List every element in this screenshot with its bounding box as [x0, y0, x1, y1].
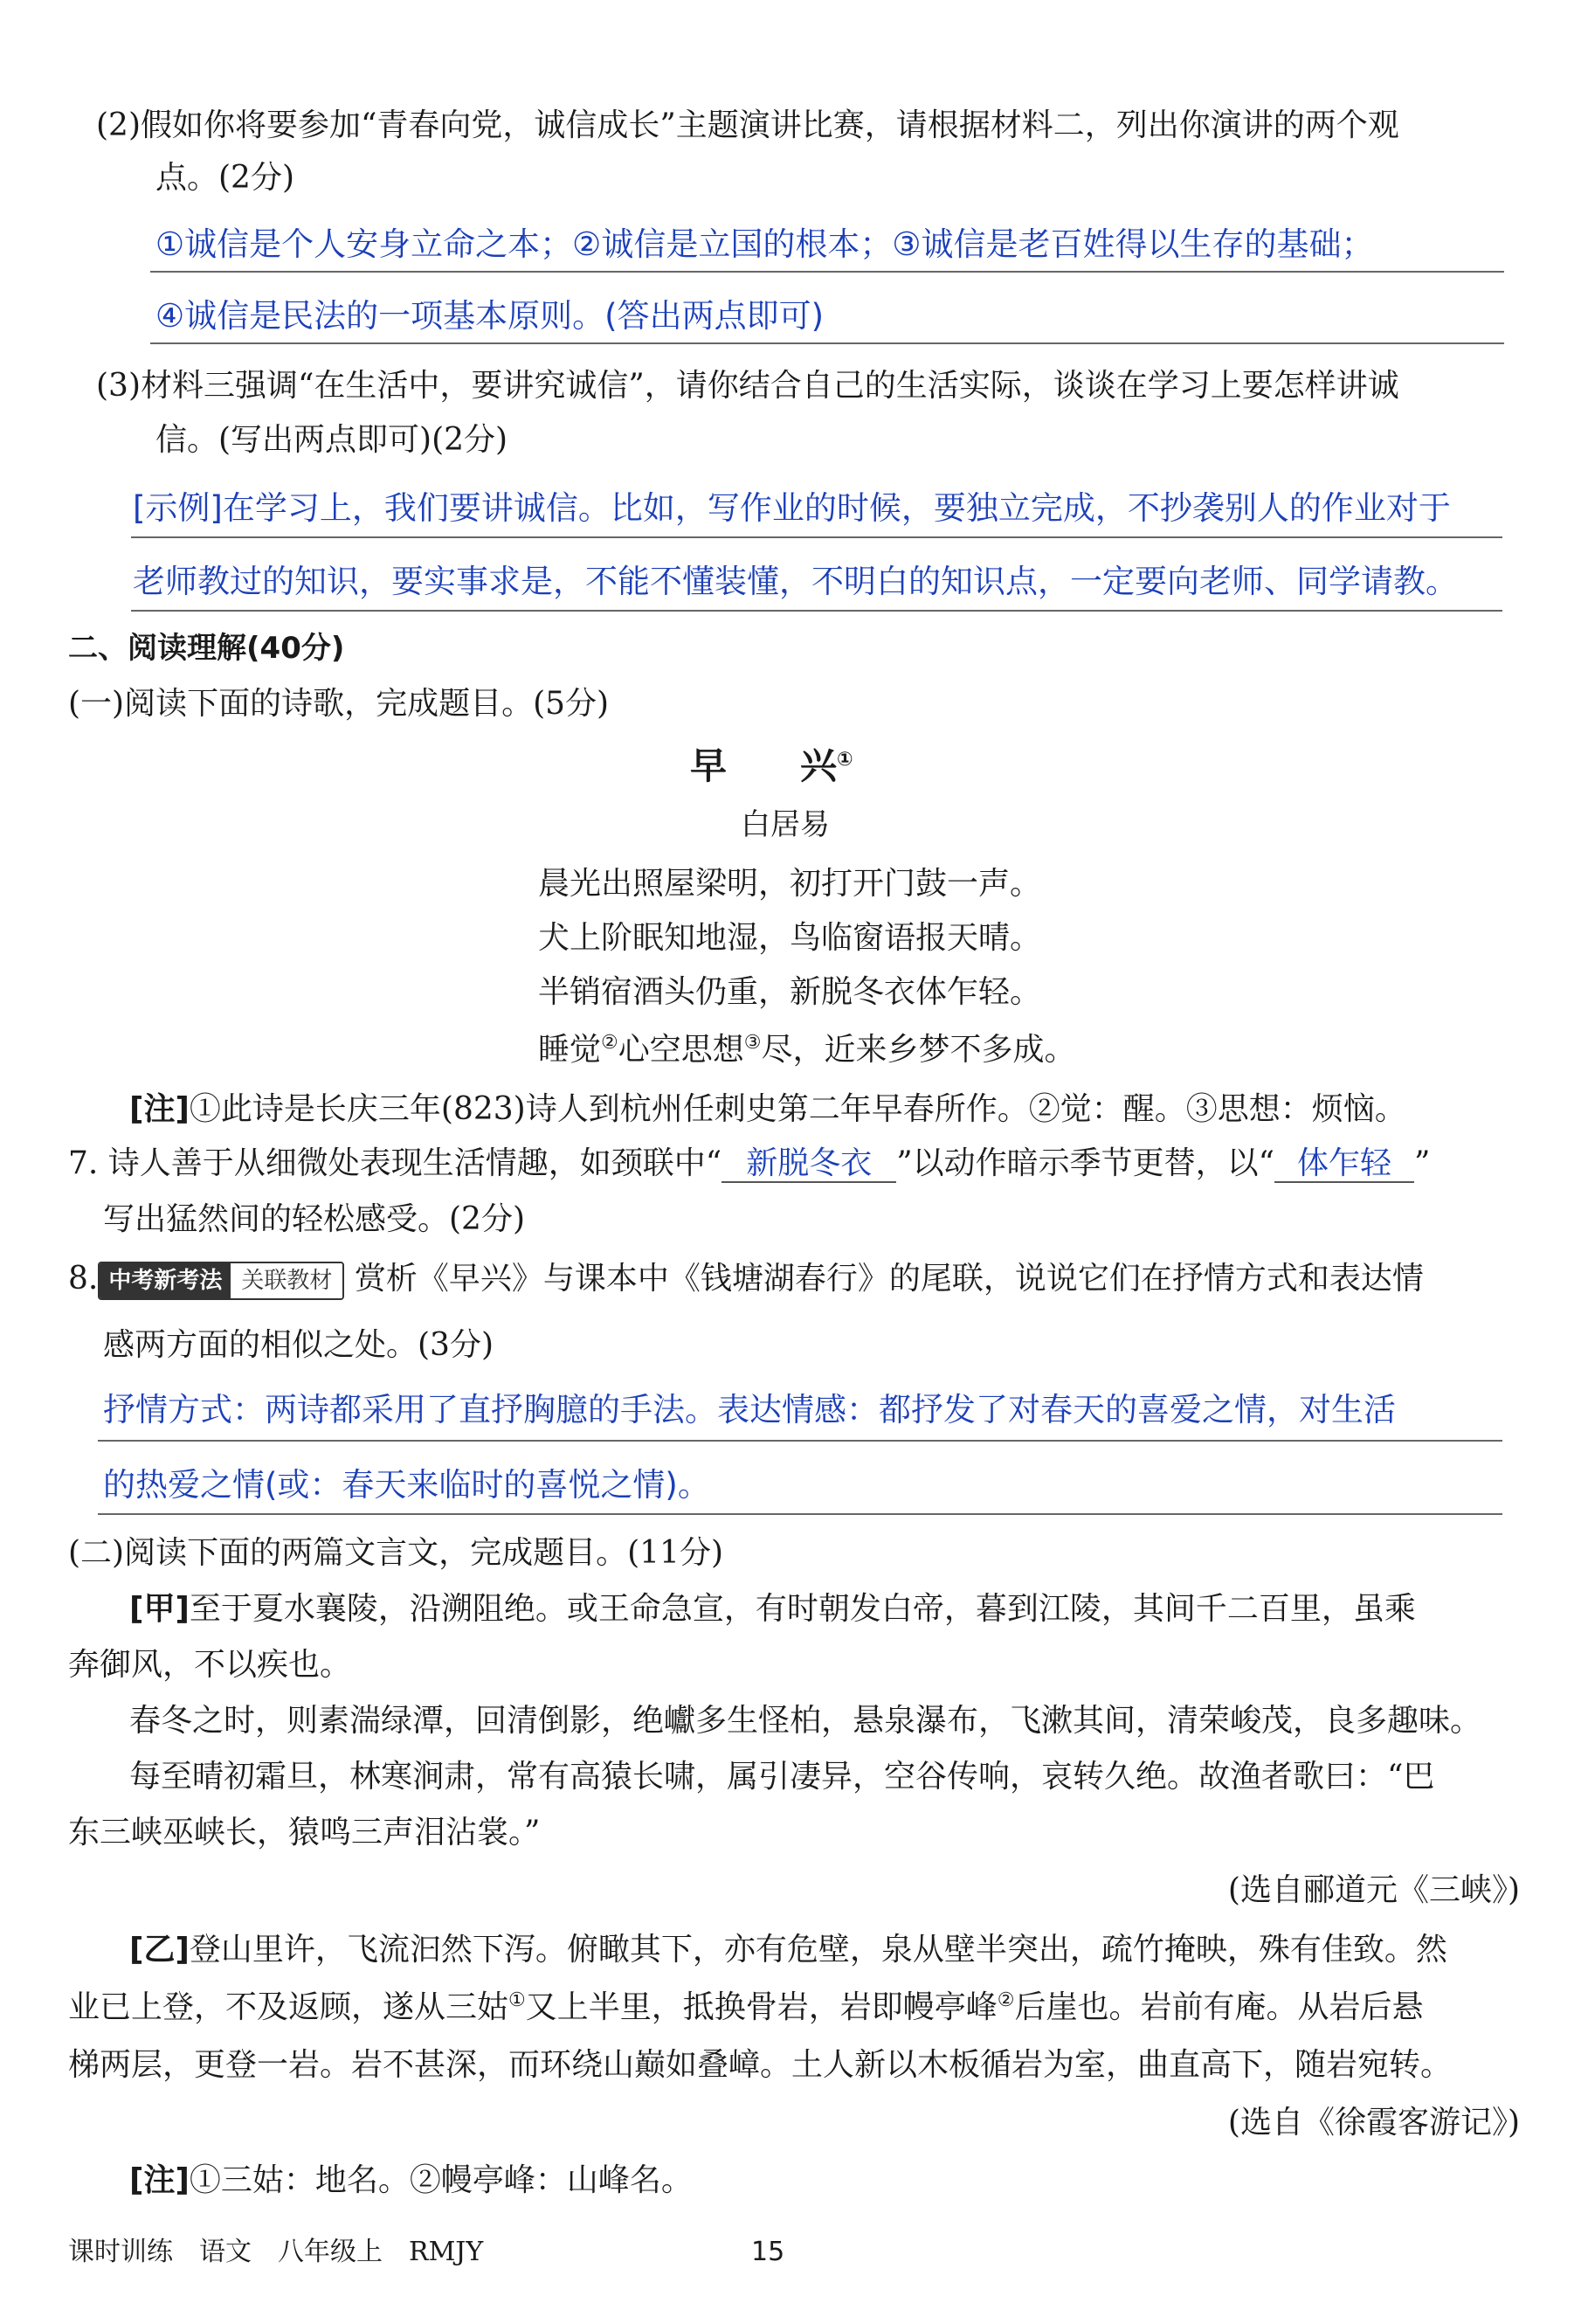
q3-answer-line2: 老师教过的知识，要实事求是，不能不懂装懂，不明白的知识点，一定要向老师、同学请教。	[133, 563, 1458, 600]
q2-answer-line2: ④诚信是民法的一项基本原则。(答出两点即可)	[155, 297, 825, 335]
jia-line3: 春冬之时，则素湍绿潭，回清倒影，绝巘多生怪柏，悬泉瀑布，飞漱其间，清荣峻茂，良多趣味。	[129, 1703, 1482, 1739]
q3-prompt-line1: (3)材料三强调“在生活中，要讲究诚信”，请你结合自己的生活实际，谈谈在学习上要怎样讲诚	[96, 368, 1399, 404]
q8-line1: 8. 中考新考法 关联教材 赏析《早兴》与课本中《钱塘湖春行》的尾联，说说它们在抒情方式和表达情	[68, 1260, 1424, 1300]
answer-rule	[98, 1513, 1502, 1515]
q3-answer-line1: [示例]在学习上，我们要讲诚信。比如，写作业的时候，要独立完成，不抄袭别人的作业对于	[133, 489, 1451, 527]
footer-book-info: 课时训练 语文 八年级上 RMJY	[68, 2237, 484, 2267]
jia-line1: [甲]至于夏水襄陵，沿溯阻绝。或王命急宣，有时朝发白帝，暮到江陵，其间千二百里，虽乘	[129, 1591, 1416, 1627]
q2-prompt-line2: 点。(2分)	[155, 160, 294, 196]
jia-line2: 奔御风，不以疾也。	[68, 1647, 352, 1683]
part2-heading: (二)阅读下面的两篇文言文，完成题目。(11分)	[68, 1535, 723, 1571]
part1-heading: (一)阅读下面的诗歌，完成题目。(5分)	[68, 686, 610, 722]
q7-blank2: 体乍轻	[1274, 1146, 1414, 1183]
jia-line5: 东三峡巫峡长，猿鸣三声泪沾裳。”	[68, 1815, 541, 1850]
yi-line1: [乙]登山里许，飞流汩然下泻。俯瞰其下，亦有危壁，泉从壁半突出，疏竹掩映，殊有佳致。然	[129, 1932, 1447, 1968]
q7-line2: 写出猛然间的轻松感受。(2分)	[103, 1201, 525, 1237]
answer-rule	[150, 271, 1504, 273]
poem-line: 犬上阶眠知地湿，鸟临窗语报天晴。	[538, 920, 1042, 956]
poem-line: 半销宿酒头仍重，新脱冬衣体乍轻。	[538, 974, 1042, 1010]
answer-rule	[131, 610, 1502, 612]
answer-rule	[150, 342, 1504, 344]
yi-line2: 业已上登，不及返顾，遂从三姑①又上半里，抵换骨岩，岩即幔亭峰②后崖也。岩前有庵。从岩后悬	[68, 1989, 1424, 2025]
poem-author: 白居易	[741, 807, 830, 842]
yi-line3: 梯两层，更登一岩。岩不甚深，而环绕山巅如叠嶂。土人新以木板循岩为室，曲直高下，随岩宛转。	[68, 2047, 1453, 2083]
poem-line: 睡觉②心空思想③尽，近来乡梦不多成。	[538, 1032, 1076, 1068]
part2-note: [注]①三姑：地名。②幔亭峰：山峰名。	[129, 2162, 693, 2198]
poem-note: [注]①此诗是长庆三年(823)诗人到杭州任刺史第二年早春所作。②觉：醒。③思想：烦恼。	[129, 1091, 1406, 1127]
jia-line4: 每至晴初霜旦，林寒涧肃，常有高猿长啸，属引凄异，空谷传响，哀转久绝。故渔者歌曰：“巴	[129, 1759, 1435, 1795]
q8-answer-line2: 的热爱之情(或：春天来临时的喜悦之情)。	[103, 1466, 710, 1504]
q7-blank1: 新脱冬衣	[722, 1146, 896, 1183]
poem-line: 晨光出照屋梁明，初打开门鼓一声。	[538, 866, 1042, 902]
q8-answer-line1: 抒情方式：两诗都采用了直抒胸臆的手法。表达情感：都抒发了对春天的喜爱之情，对生活	[103, 1391, 1396, 1428]
jia-source: (选自郦道元《三峡》)	[1227, 1872, 1520, 1908]
section-heading: 二、阅读理解(40分)	[68, 631, 345, 666]
page-number: 15	[751, 2237, 785, 2267]
yi-source: (选自《徐霞客游记》)	[1227, 2105, 1520, 2141]
q7-line1: 7. 诗人善于从细微处表现生活情趣，如颈联中“ 新脱冬衣 ”以动作暗示季节更替，以“ 体乍轻 ”	[68, 1145, 1431, 1181]
q2-answer-line1: ①诚信是个人安身立命之本；②诚信是立国的根本；③诚信是老百姓得以生存的基础；	[155, 225, 1374, 263]
answer-rule	[131, 536, 1502, 538]
exam-tag: 中考新考法 关联教材	[98, 1262, 344, 1300]
poem-title: 早 兴①	[690, 744, 853, 787]
q3-prompt-line2: 信。(写出两点即可)(2分)	[155, 422, 508, 458]
q8-line2: 感两方面的相似之处。(3分)	[103, 1327, 494, 1363]
answer-rule	[98, 1440, 1502, 1442]
q2-prompt-line1: (2)假如你将要参加“青春向党，诚信成长”主题演讲比赛，请根据材料二，列出你演讲的两个观	[96, 107, 1399, 143]
